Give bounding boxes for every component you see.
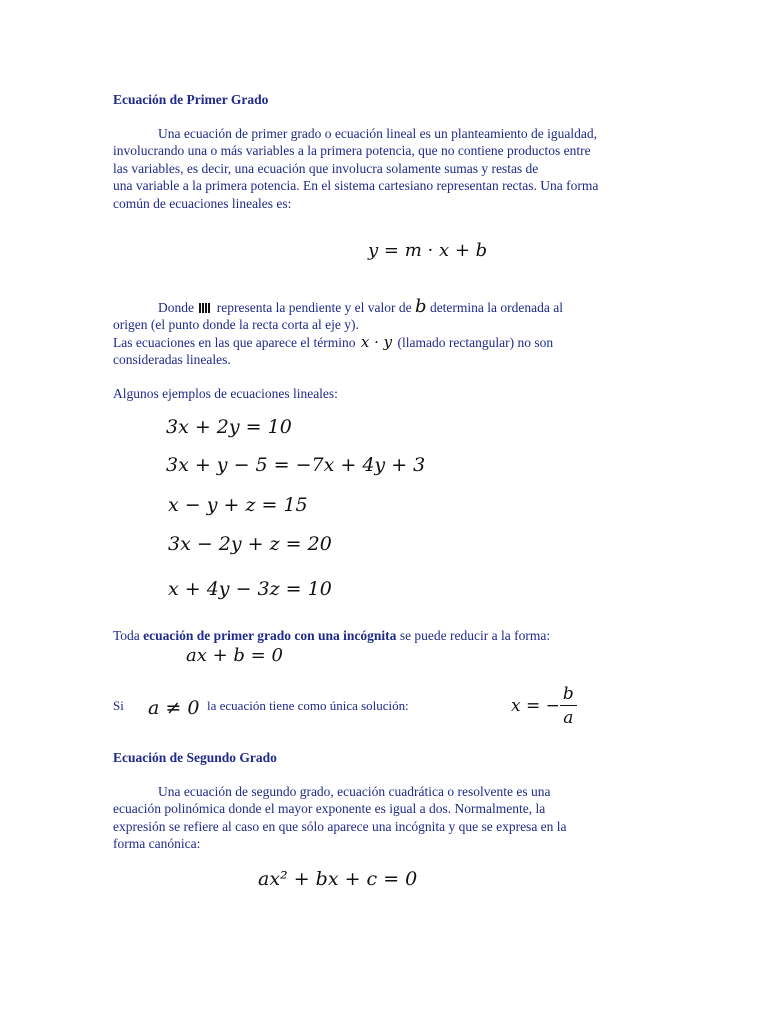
example-equation: x + 4y − 3z = 10 — [168, 578, 332, 600]
intro-line: Una ecuación de segundo grado, ecuación cuadrática o resolvente es una — [158, 784, 551, 799]
fraction-numerator: b — [560, 684, 577, 706]
section-heading-segundo-grado: Ecuación de Segundo Grado — [113, 750, 277, 765]
intro-line: ecuación polinómica donde el mayor exponente es igual a dos. Normalmente, la — [113, 801, 546, 817]
toda-text: Toda — [113, 628, 140, 643]
example-equation: x − y + z = 15 — [168, 494, 308, 516]
intro-line: las variables, es decir, una ecuación que involucra solamente sumas y restas de — [113, 160, 539, 176]
section-heading-primer-grado: Ecuación de Primer Grado — [113, 92, 269, 107]
condition-formula: a ≠ 0 — [148, 697, 200, 719]
example-equation: 3x − 2y + z = 20 — [168, 533, 332, 555]
xy-term: x · y — [360, 332, 393, 351]
solution-lhs: x = − — [511, 696, 560, 716]
origen-line: origen (el punto donde la recta corta al eje y). — [113, 317, 359, 333]
si-text: Si — [113, 698, 124, 713]
intro-line: involucrando una o más variables a la primera potencia, que no contiene productos entre — [113, 143, 591, 159]
linear-equation-formula: y = m · x + b — [368, 240, 488, 261]
intro-line: Una ecuación de primer grado o ecuación lineal es un planteamiento de igualdad, — [158, 126, 597, 141]
solution-fraction — [560, 684, 577, 728]
example-equation: 3x + y − 5 = −7x + 4y + 3 — [166, 454, 426, 476]
consideradas-line: consideradas lineales. — [113, 352, 231, 368]
reduce-rest-text: se puede reducir a la forma: — [399, 628, 551, 643]
examples-label: Algunos ejemplos de ecuaciones lineales: — [113, 386, 338, 401]
donde-text: Donde — [158, 300, 194, 315]
b-symbol: b — [415, 296, 427, 317]
reduce-bold-text: ecuación de primer grado con una incógnita — [143, 628, 397, 643]
ecuaciones-text: Las ecuaciones en las que aparece el término — [113, 334, 356, 350]
slope-paragraph — [113, 298, 673, 369]
solution-text: la ecuación tiene como única solución: — [207, 698, 409, 713]
rectangular-text: (llamado rectangular) no son — [397, 334, 554, 350]
example-equation: 3x + 2y = 10 — [166, 416, 292, 438]
intro-line: expresión se refiere al caso en que sólo aparece una incógnita y que se expresa en la — [113, 818, 567, 834]
intro-line: común de ecuaciones lineales es: — [113, 195, 292, 211]
broken-image-icon — [199, 303, 211, 313]
ordenada-text: determina la ordenada al — [429, 300, 563, 315]
intro-line: forma canónica: — [113, 836, 201, 852]
quadratic-canonical-formula: ax² + bx + c = 0 — [258, 868, 418, 890]
intro-paragraph-segundo-grado — [113, 783, 673, 853]
pendiente-text: representa la pendiente y el valor de — [216, 300, 412, 315]
intro-line: una variable a la primera potencia. En el sistema cartesiano representan rectas. Una forma — [113, 178, 599, 194]
solution-formula — [511, 684, 577, 728]
reduced-form-formula: ax + b = 0 — [186, 645, 283, 666]
intro-paragraph-primer-grado — [113, 125, 673, 212]
fraction-denominator: a — [563, 708, 574, 728]
reduce-sentence — [113, 628, 550, 644]
